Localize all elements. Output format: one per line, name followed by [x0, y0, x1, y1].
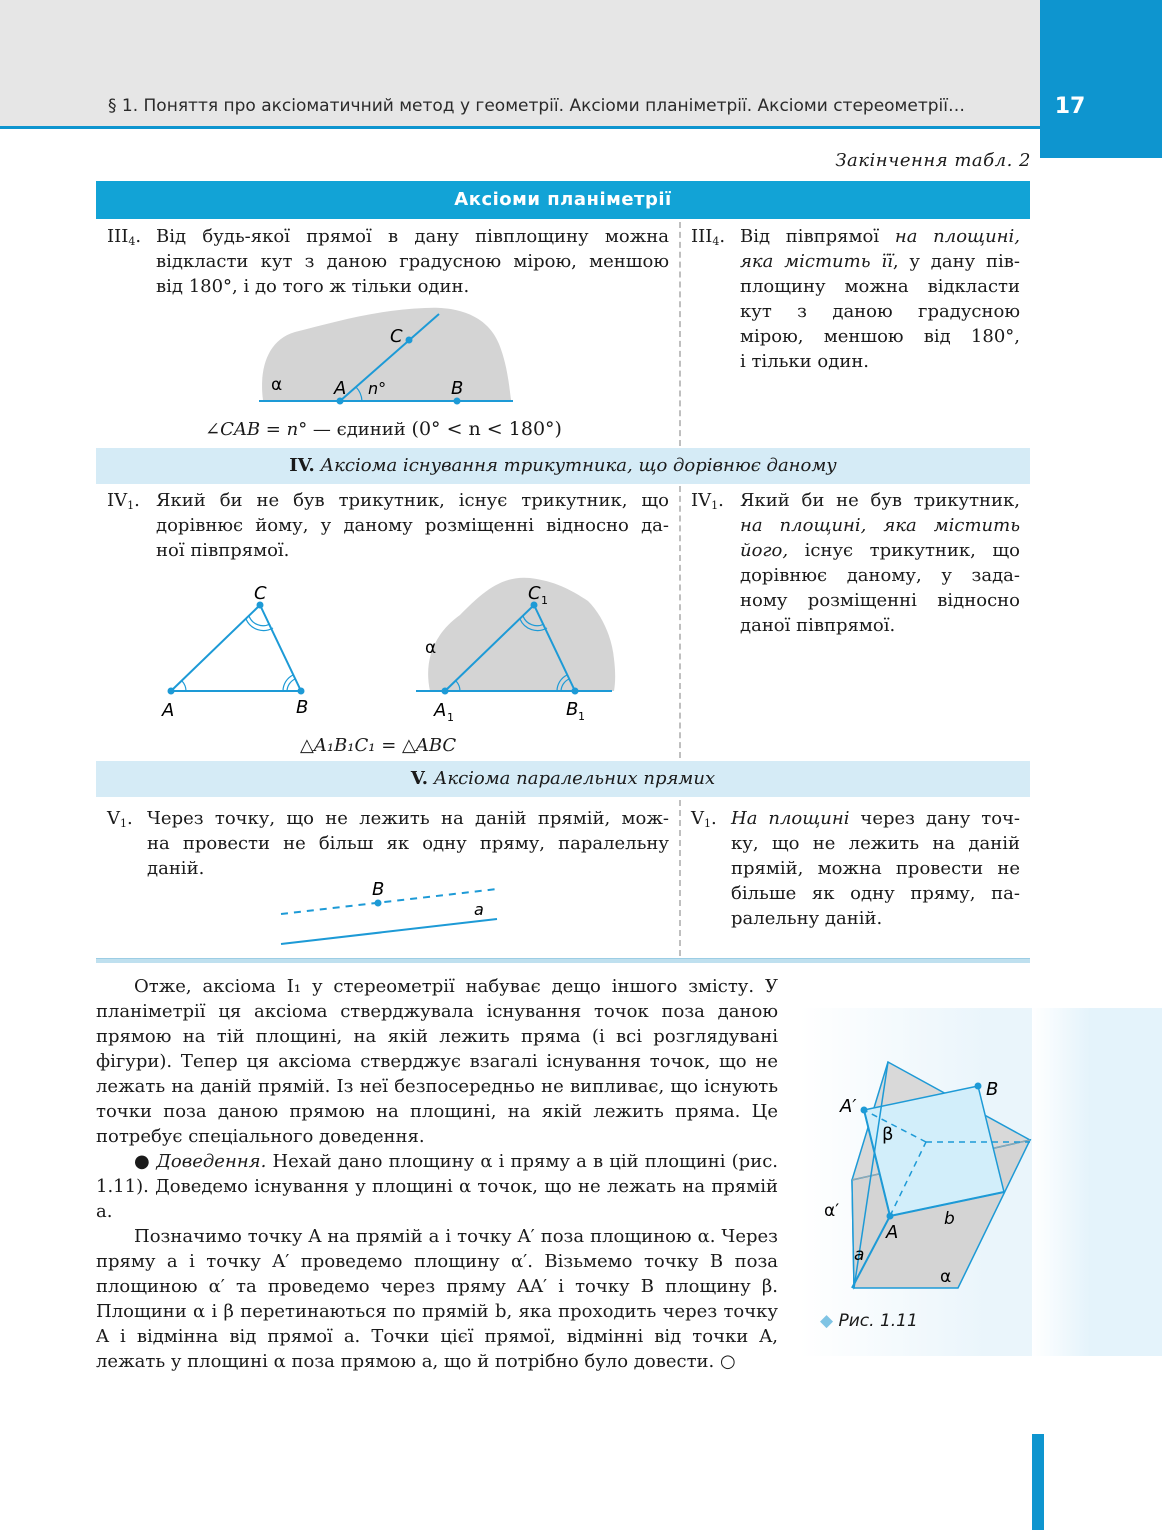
figure-caption: ◆ Рис. 1.11 [820, 1311, 918, 1331]
table-bottom-rule [96, 958, 1030, 963]
proof-bullet: ● [134, 1151, 151, 1172]
angle-formula: ∠CAB = n° — єдиний (0° < n < 180°) [205, 418, 562, 440]
figure-1-11 [812, 1056, 1037, 1296]
paragraph-3: Позначимо точку A на прямій a і точку A′ поза площиною α. Через пряму a і точку A′ проведемо площину α′. Візьмемо точку B поза площиною α′ та проведемо через пряму AA′ і точку B площину β. Площини α і β перетинаються по прямій b, яка проходить через точку A і відмінна від прямої a. Точки цієї прямої, відмінні від точки A, лежать у площині α поза прямою a, що й потрібно було довести. ○ [96, 1226, 778, 1372]
label-b: B [451, 378, 464, 399]
label-alpha: α [940, 1267, 952, 1287]
side-panel [1032, 1008, 1162, 1356]
svg-text:1: 1 [541, 594, 548, 607]
body-text [96, 974, 778, 1374]
table-title: Аксіоми планіметрії [96, 181, 1030, 219]
label-n: n° [368, 379, 387, 398]
label-alpha: α [425, 638, 437, 658]
end-of-proof-mark: ○ [720, 1351, 736, 1372]
angle-figure [255, 300, 525, 412]
label-b-line: b [944, 1209, 955, 1229]
column-divider [679, 222, 681, 446]
line-a [281, 919, 497, 944]
label-a-line: a [854, 1245, 865, 1265]
label-alpha-prime: α′ [824, 1201, 840, 1221]
plane-shape [262, 308, 511, 400]
caption-marker-icon: ◆ [820, 1311, 834, 1331]
label-a-point: A [886, 1222, 899, 1243]
section-iv-title: IV. Аксіома існування трикутника, що дорівнює даному [96, 448, 1030, 484]
column-divider [679, 486, 681, 758]
triangle-formula: △A₁B₁C₁ = △ABC [300, 735, 457, 756]
label-b: B [296, 697, 309, 718]
label-beta: β [882, 1124, 894, 1145]
axiom-iii4-left-text: Від будь-якої прямої в дану півплощину можна відкласти кут з даною градусною мірою, меншою від 180°, і до того ж тільки один. [156, 226, 669, 297]
label-a: A [334, 378, 347, 399]
plane-shape [428, 578, 615, 691]
margin-bar [1032, 1434, 1044, 1530]
triangle-figure [150, 575, 630, 727]
axiom-iv1-right-text: Який би не був трикутник, на площині, яка містить його, існує трикутник, що дорівнює даному, у зада- ному розміщенні відносно даної півпрямої. [740, 490, 1020, 636]
parallel-lines-figure [275, 876, 505, 950]
label-b: B [372, 879, 385, 900]
table-continuation: Закінчення табл. 2 [835, 150, 1031, 171]
paragraph-1: Отже, аксіома I₁ у стереометрії набуває дещо іншого змісту. У планіметрії ця аксіома стверджувала існування точок поза даною прямою на тій площині, на якій лежить пряма (і всі розглядувані фігури). Тепер ця аксіома стверджує взагалі існування точок, що не лежать на даній прямій. Із неї безпосередньо не випливає, що існують точки поза даною прямою на площині, на якій лежить пряма. Це потребує спеціального доведення. [96, 976, 778, 1147]
axiom-iv1-left-text: Який би не був трикутник, існує трикутник, що дорівнює йому, у даному розміщенні відносно да- ної півпрямої. [156, 490, 669, 561]
axiom-number: $III_4$. [107, 226, 142, 248]
point-c [406, 337, 413, 344]
axiom-number: $III_4$. [691, 226, 726, 248]
svg-text:1: 1 [578, 710, 585, 723]
axiom-v1-right-text: На площині через дану точ- ку, що не лежить на даній прямій, можна провести не більше як одну пряму, па- ралельну даній. [731, 808, 1021, 929]
triangle-abc [171, 605, 301, 691]
label-c: C [254, 583, 267, 604]
parallel-line-dashed [281, 889, 497, 914]
svg-text:1: 1 [447, 711, 454, 724]
paragraph-2: ● Доведення. Нехай дано площину α і пряму a в цій площині (рис. 1.11). Доведемо існування у площині α точок, що не лежать на прямій a. [96, 1151, 779, 1222]
page-number: 17 [1054, 94, 1086, 119]
label-c1: C [528, 583, 541, 604]
section-v-title: V. Аксіома паралельних прямих [96, 761, 1030, 797]
page-number-box [1040, 0, 1162, 158]
label-b: B [986, 1079, 999, 1100]
label-c: C [390, 326, 403, 347]
axiom-iii4-right-text: Від півпрямої на площині, яка містить її, у дану пів- площину можна відкласти кут з даною градусною мірою, меншою від 180°, і тільки один. [740, 226, 1020, 372]
header-rule [0, 126, 1040, 129]
label-a: A [162, 700, 175, 721]
label-a-prime: A′ [840, 1096, 857, 1117]
axiom-number: $V_1$. [107, 808, 133, 830]
column-divider [679, 800, 681, 956]
proof-label: Доведення. [156, 1151, 267, 1172]
running-header: § 1. Поняття про аксіоматичний метод у геометрії. Аксіоми планіметрії. Аксіоми стереометрії… [108, 96, 965, 116]
label-a: a [474, 900, 484, 919]
axiom-number: $IV_1$. [691, 490, 724, 512]
label-alpha: α [271, 375, 283, 395]
point-b [375, 900, 382, 907]
axiom-number: $IV_1$. [107, 490, 140, 512]
label-a1: A [434, 700, 447, 721]
axiom-v1-left-text: Через точку, що не лежить на даній прямій, мож- на провести не більш як одну пряму, паралельну даній. [147, 808, 669, 879]
axiom-number: $V_1$. [691, 808, 717, 830]
label-b1: B [566, 699, 579, 720]
